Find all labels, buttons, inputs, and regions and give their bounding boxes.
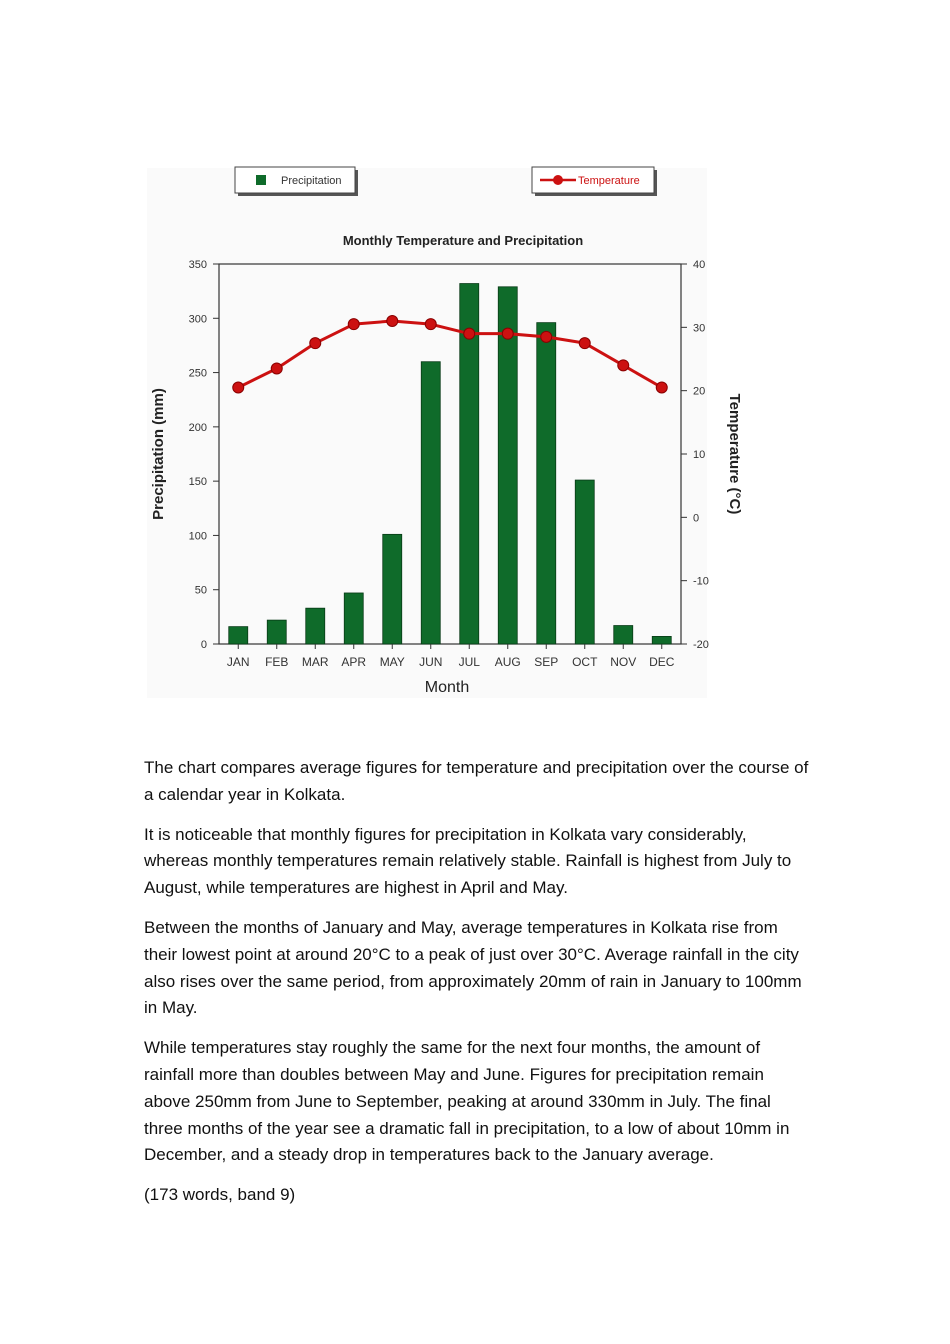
x-axis-tick-label: MAR [301,655,329,669]
left-axis-tick-label: 150 [188,476,207,489]
precipitation-bar [575,480,594,644]
left-axis-tick-label: 200 [188,421,207,434]
temperature-point [348,319,359,330]
x-axis-tick-label: NOV [610,655,637,669]
legend-precipitation-swatch [256,175,266,185]
x-axis-tick-label: JAN [226,655,250,669]
x-axis-tick-label: APR [341,655,367,669]
precipitation-bar [498,287,517,644]
temperature-point [579,338,590,349]
x-axis-tick-label: FEB [265,655,289,669]
x-axis-tick-label: OCT [572,655,598,669]
word-count-note: (173 words, band 9) [144,1185,296,1205]
right-axis-tick-label: -20 [693,639,709,651]
temperature-point [387,316,398,327]
x-axis-tick-label: MAY [379,655,405,669]
legend-temperature-label: Temperature [578,175,640,187]
essay-paragraph: Between the months of January and May, average temperatures in Kolkata rise from their lowest point at around 20°C to a peak of just over 30°C. Average rainfall in the city also rises over the same period, from approximately 20mm of rain in January to 100mm in May. [144,917,802,1018]
temperature-point [618,360,629,371]
x-axis-tick-label: DEC [649,655,675,669]
left-axis-tick-label: 50 [194,584,207,597]
right-axis-tick-label: -10 [693,575,709,588]
x-axis-tick-label: AUG [494,655,521,669]
chart-title: Monthly Temperature and Precipitation [342,233,584,248]
temperature-point [502,328,513,339]
precipitation-bar [229,627,248,644]
precipitation-bar [383,534,402,644]
temperature-point [271,363,282,374]
temperature-point [541,331,552,342]
left-axis-tick-label: 300 [188,313,207,326]
precipitation-bar [537,323,556,644]
x-axis-tick-label: JUN [419,655,443,669]
right-axis-tick-label: 40 [693,259,706,271]
legend-precipitation-label: Precipitation [281,175,342,187]
precipitation-bar [614,626,633,644]
temperature-point [464,328,475,339]
legend-temperature-marker [553,175,563,185]
temperature-point [233,382,244,393]
left-axis-tick-label: 350 [188,259,207,271]
y-axis-left-label: Precipitation (mm) [150,388,167,520]
essay-paragraph: It is noticeable that monthly figures for precipitation in Kolkata vary considerably, whereas monthly temperatures remain relatively stable. Rainfall is highest from July to August, while temperatures are highest in April and May. [144,824,792,898]
right-axis-tick-label: 30 [693,322,706,335]
precipitation-bar [344,593,363,644]
precipitation-bar [267,620,286,644]
y-axis-right-label: Temperature (°C) [726,393,743,515]
precipitation-bar [306,608,325,644]
precipitation-bar [652,636,671,644]
right-axis-tick-label: 10 [693,449,706,461]
temperature-point [310,338,321,349]
left-axis-tick-label: 100 [188,530,207,543]
essay-text [144,755,814,1222]
left-axis-tick-label: 0 [200,639,207,651]
x-axis-tick-label: SEP [534,655,559,669]
essay-paragraph: While temperatures stay roughly the same for the next four months, the amount of rainfall more than doubles between May and June. Figures for precipitation remain above 250mm from June to September, peaking at around 330mm in July. The final three months of the year see a dramatic fall in precipitation, to a low of about 10mm in December, and a steady drop in temperatures back to the January average. [144,1038,790,1165]
essay-paragraph: The chart compares average figures for temperature and precipitation over the course of a calendar year in Kolkata. [144,758,809,804]
precipitation-bar [421,362,440,644]
left-axis-tick-label: 250 [188,367,207,380]
x-axis-label: Month [424,679,470,696]
temperature-point [656,382,667,393]
temperature-point [425,319,436,330]
x-axis-tick-label: JUL [458,655,480,669]
right-axis-tick-label: 20 [693,385,706,398]
right-axis-tick-label: 0 [693,512,700,525]
